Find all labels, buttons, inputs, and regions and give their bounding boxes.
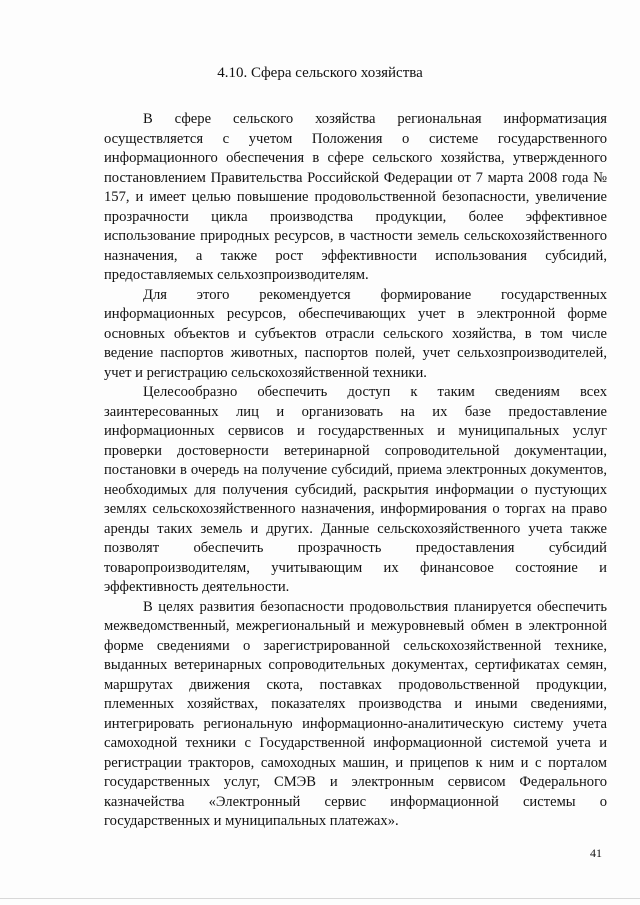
- page-number: 41: [590, 846, 602, 860]
- paragraph-3: Целесообразно обеспечить доступ к таким сведениям всех заинтересованных лиц и организовать на их базе предоставление информационных сервисов и государственных и муниципальных услуг проверки достоверности ветеринарной сопроводительной документации, постановки в очередь на получение субсидий, приема электронных документов, необходимых для получения субсидий, раскрытия информации о пустующих землях сельскохозяйственного назначения, информирования о торгах на право аренды таких земель и других. Данные сельскохозяйственного учета также позволят обеспечить прозрачность предоставления субсидий товаропроизводителям, учитывающим их финансовое состояние и эффективность деятельности.: [104, 384, 607, 595]
- paragraph-4: В целях развития безопасности продовольствия планируется обеспечить межведомственный, межрегиональный и межуровневый обмен в электронной форме сведениями о зарегистрированной сельскохозяйственной технике, выданных ветеринарных сопроводительных документах, сертификатах семян, маршрутах движения скота, поставках продовольственной продукции, племенных хозяйствах, показателях производства и иными сведениями, интегрировать региональную информационно-аналитическую систему учета самоходной техники с Государственной информационной системой учета и регистрации тракторов, самоходных машин, и прицепов к ним и с порталом государственных услуг, СМЭВ и электронным сервисом Федерального казначейства «Электронный сервис информационной системы о государственных и муниципальных платежах».: [104, 598, 607, 829]
- section-title: 4.10. Сфера сельского хозяйства: [217, 65, 423, 81]
- page-bottom-edge: [0, 898, 640, 899]
- paragraph-2: Для этого рекомендуется формирование государственных информационных ресурсов, обеспечивающих учет в электронной форме основных объектов и субъектов отрасли сельского хозяйства, в том числе ведение паспортов животных, паспортов полей, учет сельхозпроизводителей, учет и регистрацию сельскохозяйственной техники.: [104, 286, 607, 381]
- paragraph-1: В сфере сельского хозяйства региональная информатизация осуществляется с учетом Положения о системе государственного информационного обеспечения в сфере сельского хозяйства, утвержденного постановлением Правительства Российской Федерации от 7 марта 2008 года № 157, и имеет целью повышение продовольственной безопасности, увеличение прозрачности цикла производства продукции, более эффективное использование природных ресурсов, в частности земель сельскохозяйственного назначения, а также рост эффективности использования субсидий, предоставляемых сельхозпроизводителям.: [104, 111, 607, 283]
- body-text: [104, 110, 607, 832]
